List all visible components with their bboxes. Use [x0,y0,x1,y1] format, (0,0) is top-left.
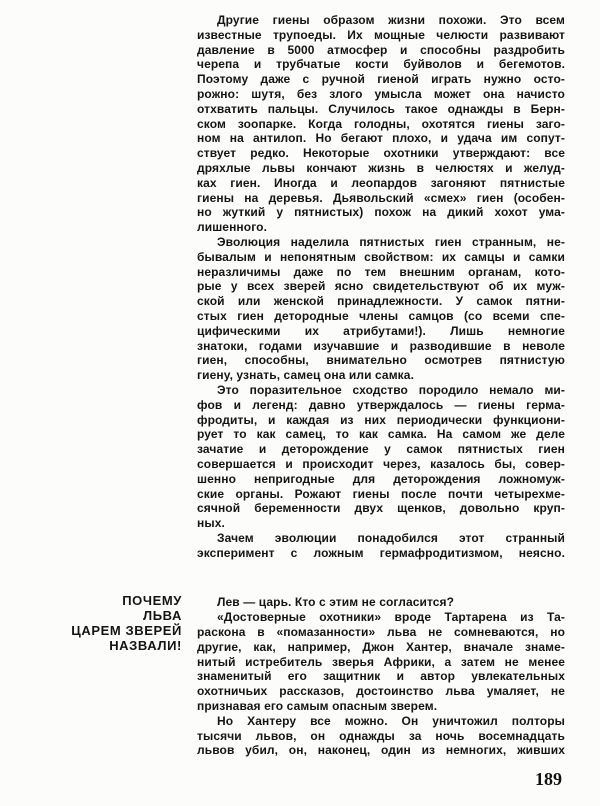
text-line: неразличимы даже по тем внешним органам, кото- [197,264,565,279]
paragraph [197,531,565,561]
text-line: давление в 5000 атмосфер и способны раздробить [197,42,565,57]
text-line: рые у всех зверей ясно свидетельствуют об их муж- [197,279,565,294]
text-line: гиен, способны, внимательно осмотрев пятнистую [197,353,565,368]
paragraph [197,235,565,383]
text-line: львов убил, он, наконец, один из немногих, живших [197,743,565,758]
text-line: ных. [197,516,225,531]
section-heading-lion [0,593,182,653]
text-line: Зачем эволюции понадобился этот странный [217,530,565,545]
page-number: 189 [535,769,562,789]
section-lion-text [197,595,565,758]
text-line: ствует редко. Некоторые охотники утверждают: все [197,146,565,161]
text-line: фродиты, и каждая из них периодически функциони- [197,412,565,427]
text-line: ской или женской принадлежности. У самок пятни- [197,294,565,309]
text-line: гиену, узнать, самец она или самка. [197,368,414,383]
text-line: дряхлые львы кончают жизнь в челюстях и желуд- [197,160,565,175]
text-line: отхватить пальцы. Случилось такое однажды в Берн- [197,101,565,116]
heading-line: ЛЬВА [143,608,182,624]
text-line: ские органы. Рожают гиены после почти четырехме- [197,486,565,501]
paragraph [197,13,565,235]
text-line: знаменитый его защитник и автор увлекательных [197,669,565,684]
text-line: гиены на деревья. Дьявольский «смех» гиен (особен- [197,190,565,205]
text-line: нитый истребитель зверья Африки, а затем не менее [197,654,565,669]
text-line: Это поразительное сходство породило немало ми- [217,382,565,397]
text-line: ках гиен. Иногда и леопардов загоняют пятнистые [197,175,565,190]
text-line: Но Хантеру все можно. Он уничтожил полторы [217,713,565,728]
text-line: шенно непригодные для деторождения ложномуж- [197,471,565,486]
text-line: Лев — царь. Кто с этим не согласится? [217,595,455,610]
section-gap [197,560,565,595]
text-line: черепа и трубчатые кости буйволов и бегемотов. [197,57,565,72]
paragraph [197,610,565,714]
text-line: признавая его самым опасным зверем. [197,699,438,714]
text-line: сячной беременности двух щенков, довольно круп- [197,501,565,516]
text-line: ском зоопарке. Когда голодны, охотятся гиены заго- [197,116,565,131]
text-line: фов и легенд: давно утверждалось — гиены герма- [197,397,565,412]
text-line: известные трупоеды. Их мощные челюсти развивают [197,27,565,42]
text-line: цифическими их атрибутами!). Лишь немногие [197,323,565,338]
text-line: но жуткий у пятнистых) похож на дикий хохот ума- [197,205,565,220]
section-hyenas-text [197,13,565,560]
text-line: раскона в «помазанности» льва не сомневаются, но [197,625,565,640]
text-line: другие, как, например, Джон Хантер, вначале знаме- [197,639,565,654]
text-line: бывалым и непонятным свойством: их самцы и самки [197,249,565,264]
text-line: рожно: шутя, без злого умысла может она начисто [197,86,565,101]
text-line: ном на антилоп. Но бегают плохо, и удача им сопут- [197,131,565,146]
text-line: рует то как самец, то как самка. На самом же деле [197,427,565,442]
heading-line: ПОЧЕМУ [122,593,182,608]
text-line: стых гиен детородные члены самцов (со всеми спе- [197,308,565,323]
text-line: Другие гиены образом жизни похожи. Это всем [217,13,565,27]
text-line: Эволюция наделила пятнистых гиен странным, не- [217,234,565,249]
paragraph [197,383,565,531]
text-line: «Достоверные охотники» вроде Тартарена из Та- [217,610,565,625]
paragraph [197,714,565,758]
text-line: совершается и происходит через, казалось бы, совер- [197,456,565,471]
heading-line: НАЗВАЛИ! [109,638,182,654]
main-text-column [197,13,565,758]
text-line: Поэтому даже с ручной гиеной играть нужно осто- [197,72,565,87]
text-line: тысячи львов, он однажды за ночь восемнадцать [197,728,565,743]
text-line: эксперимент с ложным гермафродитизмом, неясно. [197,545,565,560]
heading-line: ЦАРЕМ ЗВЕРЕЙ [71,623,182,639]
paragraph [197,595,565,610]
text-line: зачатие и деторождение у самок пятнистых гиен [197,442,565,457]
text-line: знатоки, годами изучавшие и разводившие в неволе [197,338,565,353]
text-line: охотничьих рассказов, достоинство льва умаляет, не [197,684,565,699]
text-line: лишенного. [197,220,268,235]
